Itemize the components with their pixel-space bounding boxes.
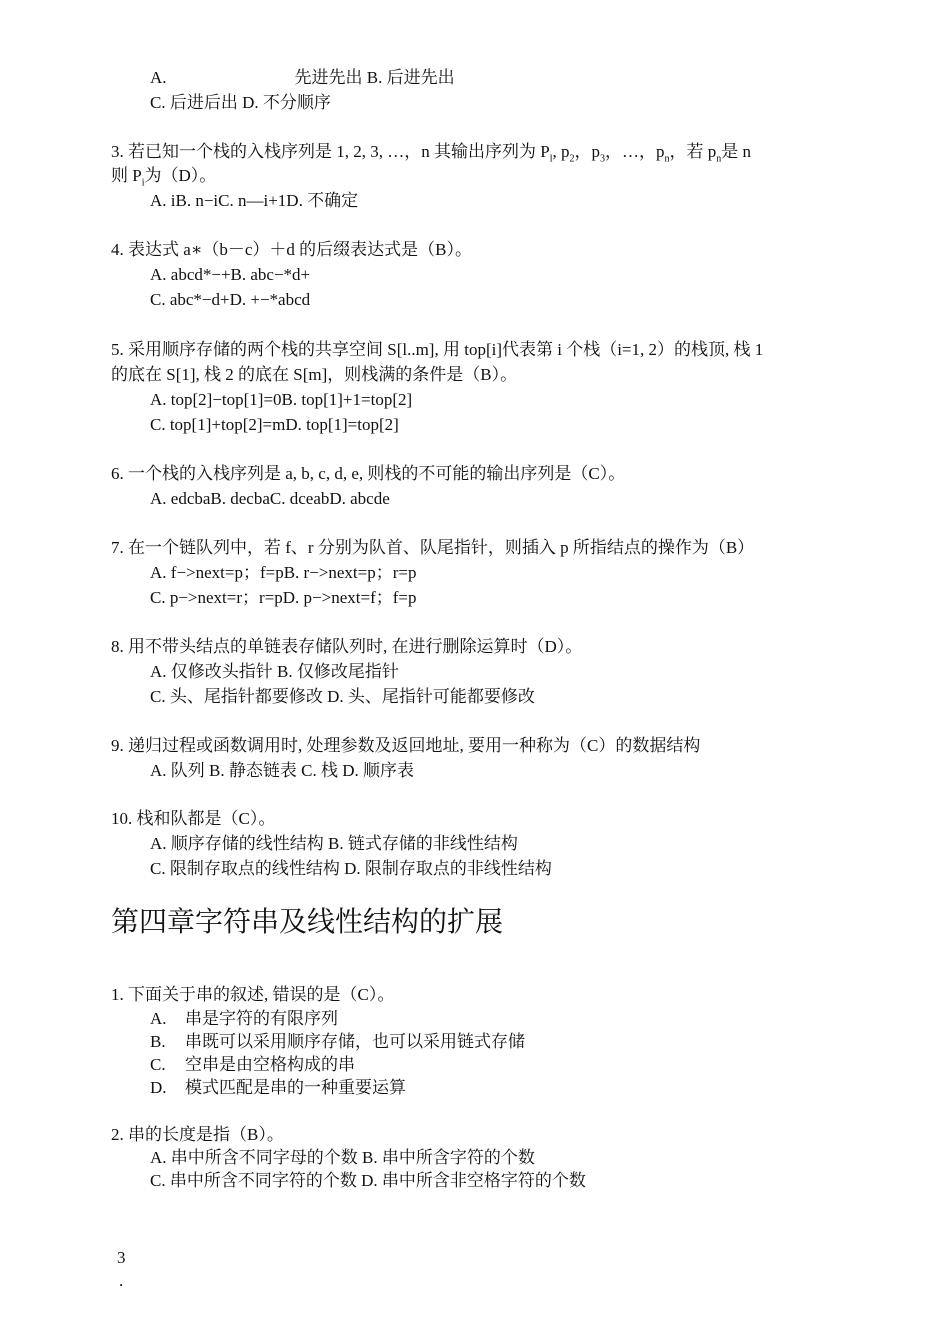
q7-stem: 7. 在一个链队列中，若 f、r 分别为队首、队尾指针，则插入 p 所指结点的操作为（B） [111, 538, 755, 557]
q4-stem: 4. 表达式 a∗（b－c）＋d 的后缀表达式是（B）。 [111, 240, 472, 259]
ch4-q1-option-label: A. [150, 1009, 167, 1028]
q10-stem: 10. 栈和队都是（C）。 [111, 809, 276, 828]
q3-subscript: l [549, 153, 553, 165]
q10-option-a-b: A. 顺序存储的线性结构 B. 链式存储的非线性结构 [150, 834, 518, 853]
q4-option-a-b: A. abcd*−+B. abc−*d+ [150, 265, 311, 284]
ch4-q1-stem: 1. 下面关于串的叙述, 错误的是（C）。 [111, 985, 395, 1004]
q3-subscript: i [141, 177, 145, 189]
q7-option-c-d: C. p−>next=r；r=pD. p−>next=f；f=p [150, 588, 417, 607]
q2-option-a-b [150, 67, 455, 89]
ch4-q2-option-c-d: C. 串中所含不同字符的个数 D. 串中所含非空格字符的个数 [150, 1171, 586, 1190]
q6-options: A. edcbaB. decbaC. dceabD. abcde [150, 489, 390, 508]
page-number-dot: . [119, 1271, 124, 1290]
q3-stem-part: 是 n [721, 142, 751, 161]
q3-options: A. iB. n−iC. n—i+1D. 不确定 [150, 191, 359, 210]
q3-stem-part: ，若 p [669, 142, 717, 161]
q5-stem-line1: 5. 采用顺序存储的两个栈的共享空间 S[l..m], 用 top[i]代表第 i 个栈（i=1, 2）的栈顶, 栈 1 [111, 340, 764, 359]
q3-stem-part: ，…，p [605, 142, 665, 161]
q9-stem: 9. 递归过程或函数调用时, 处理参数及返回地址, 要用一种称为（C）的数据结构 [111, 736, 701, 755]
q3-subscript: n [716, 153, 722, 165]
q3-stem-part: 为（D）。 [144, 166, 217, 185]
chapter-heading: 第四章字符串及线性结构的扩展 [111, 907, 504, 938]
q2-option-c-d: C. 后进后出 D. 不分顺序 [150, 93, 331, 112]
q2-option-a-b-text: 先进先出 B. 后进先出 [294, 68, 455, 87]
q3-stem-part: 则 P [111, 166, 142, 185]
q3-subscript: 3 [600, 153, 605, 165]
ch4-q2-option-a-b: A. 串中所含不同字母的个数 B. 串中所含字符的个数 [150, 1148, 535, 1167]
q6-stem: 6. 一个栈的入栈序列是 a, b, c, d, e, 则栈的不可能的输出序列是（C）。 [111, 464, 626, 483]
ch4-q1-option-label: C. [150, 1055, 166, 1074]
q5-option-a-b: A. top[2]−top[1]=0B. top[1]+1=top[2] [150, 390, 413, 409]
ch4-q1-option-text: 串是字符的有限序列 [185, 1009, 338, 1028]
q5-stem-line2: 的底在 S[1], 栈 2 的底在 S[m]，则栈满的条件是（B）。 [111, 365, 518, 384]
q3-stem-part: 3. 若已知一个栈的入栈序列是 1, 2, 3, …，n 其输出序列为 P [111, 142, 550, 161]
q3-stem-part: , p [552, 142, 570, 161]
ch4-q1-option-text: 空串是由空格构成的串 [185, 1055, 355, 1074]
q2-option-a-label: A. [150, 68, 167, 87]
ch4-q2-stem: 2. 串的长度是指（B）。 [111, 1125, 284, 1144]
q3-subscript: n [664, 153, 670, 165]
q3-subscript: 2 [569, 153, 575, 165]
q10-option-c-d: C. 限制存取点的线性结构 D. 限制存取点的非线性结构 [150, 859, 552, 878]
q5-option-c-d: C. top[1]+top[2]=mD. top[1]=top[2] [150, 415, 399, 434]
ch4-q1-option-text: 模式匹配是串的一种重要运算 [185, 1078, 406, 1097]
q4-option-c-d: C. abc*−d+D. +−*abcd [150, 290, 311, 309]
q8-option-c-d: C. 头、尾指针都要修改 D. 头、尾指针可能都要修改 [150, 687, 535, 706]
q9-options: A. 队列 B. 静态链表 C. 栈 D. 顺序表 [150, 761, 414, 780]
ch4-q1-option-label: B. [150, 1032, 166, 1051]
q8-option-a-b: A. 仅修改头指针 B. 仅修改尾指针 [150, 662, 399, 681]
q8-stem: 8. 用不带头结点的单链表存储队列时, 在进行删除运算时（D）。 [111, 637, 583, 656]
q3-stem-part: ，p [574, 142, 600, 161]
q7-option-a-b: A. f−>next=p；f=pB. r−>next=p；r=p [150, 563, 417, 582]
page-number: 3 [117, 1248, 126, 1267]
ch4-q1-option-label: D. [150, 1078, 167, 1097]
ch4-q1-option-text: 串既可以采用顺序存储，也可以采用链式存储 [185, 1032, 525, 1051]
